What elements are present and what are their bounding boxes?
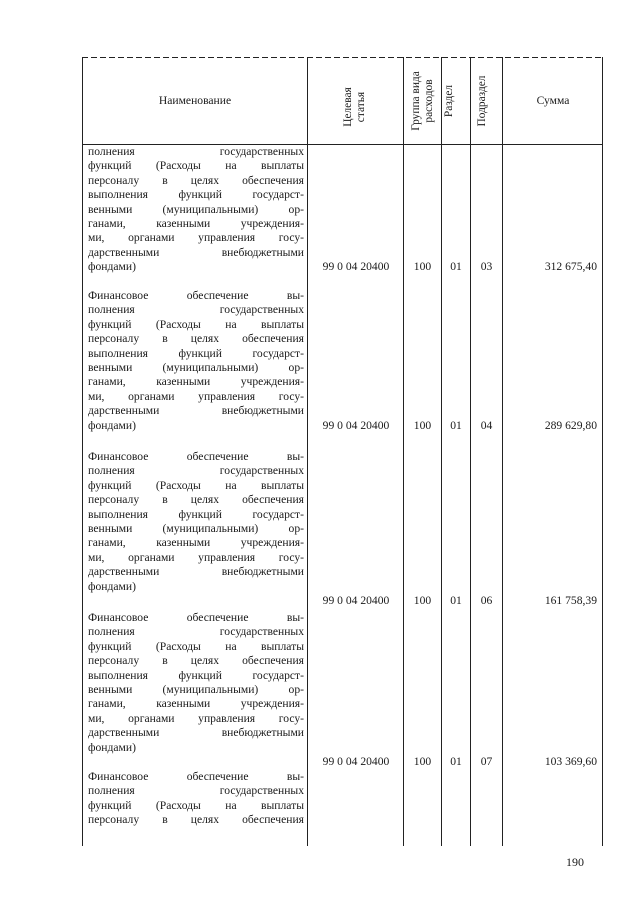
row-group: 100 — [413, 419, 432, 432]
header-group-line1: Группа вида — [410, 71, 422, 131]
row-subsection: 07 — [480, 755, 493, 768]
row-section: 01 — [450, 594, 462, 607]
name-line: дарственными внебюджетными — [88, 245, 304, 259]
row-sum: 289 629,80 — [544, 419, 597, 432]
name-line: полнения государственных — [88, 784, 304, 798]
name-line: Финансовое обеспечение вы- — [88, 450, 304, 463]
header-sum: Сумма — [536, 94, 570, 107]
name-line: ми, органами управления госу- — [88, 389, 304, 403]
header-target-line2: статья — [354, 91, 367, 123]
page-number: 190 — [566, 855, 584, 869]
name-line: дарственными внебюджетными — [88, 404, 304, 418]
row-name — [88, 145, 304, 275]
row-subsection: 06 — [480, 594, 493, 607]
name-line: функций (Расходы на выплаты — [88, 798, 304, 812]
row-section: 01 — [450, 260, 462, 273]
name-line: венными (муниципальными) ор- — [88, 682, 304, 696]
row-section: 01 — [450, 755, 462, 768]
row-subsection: 03 — [480, 260, 493, 273]
name-line: ганами, казенными учреждения- — [88, 375, 304, 389]
name-line: персоналу в целях обеспечения — [88, 813, 304, 827]
name-line: ганами, казенными учреждения- — [88, 697, 304, 711]
name-line: выполнения функций государст- — [88, 668, 304, 682]
name-line: выполнения функций государст- — [88, 346, 304, 360]
name-line: венными (муниципальными) ор- — [88, 521, 304, 535]
name-line: Финансовое обеспечение вы- — [88, 289, 304, 302]
name-line: венными (муниципальными) ор- — [88, 202, 304, 216]
name-line: персоналу в целях обеспечения — [88, 493, 304, 507]
row-name — [88, 289, 304, 433]
row-sum: 312 675,40 — [544, 260, 597, 273]
header-section: Раздел — [443, 84, 455, 118]
row-target: 99 0 04 20400 — [322, 260, 390, 273]
name-line: ганами, казенными учреждения- — [88, 536, 304, 550]
name-line: функций (Расходы на выплаты — [88, 159, 304, 173]
row-sum: 161 758,39 — [544, 594, 597, 607]
row-name — [88, 450, 304, 594]
name-line: фондами) — [88, 740, 136, 754]
row-name — [88, 611, 304, 755]
row-target: 99 0 04 20400 — [322, 755, 390, 768]
row-subsection: 04 — [480, 419, 493, 432]
name-line: функций (Расходы на выплаты — [88, 317, 304, 331]
name-line: фондами) — [88, 418, 136, 432]
name-line: полнения государственных — [88, 464, 304, 478]
name-line: дарственными внебюджетными — [88, 565, 304, 579]
row-target: 99 0 04 20400 — [322, 594, 390, 607]
name-line: выполнения функций государст- — [88, 507, 304, 521]
header-target — [342, 70, 368, 144]
name-line: ми, органами управления госу- — [88, 550, 304, 564]
name-line: дарственными внебюджетными — [88, 726, 304, 740]
name-line: полнения государственных — [88, 145, 304, 158]
name-line: персоналу в целях обеспечения — [88, 332, 304, 346]
header-group — [410, 62, 436, 140]
row-sum: 103 369,60 — [544, 755, 597, 768]
name-line: ми, органами управления госу- — [88, 711, 304, 725]
row-name — [88, 770, 304, 828]
name-line: персоналу в целях обеспечения — [88, 173, 304, 187]
name-line: ми, органами управления госу- — [88, 231, 304, 245]
row-group: 100 — [413, 594, 432, 607]
name-line: полнения государственных — [88, 625, 304, 639]
row-group: 100 — [413, 755, 432, 768]
name-line: полнения государственных — [88, 303, 304, 317]
name-line: персоналу в целях обеспечения — [88, 654, 304, 668]
name-line: венными (муниципальными) ор- — [88, 360, 304, 374]
name-line: Финансовое обеспечение вы- — [88, 770, 304, 783]
name-line: функций (Расходы на выплаты — [88, 478, 304, 492]
name-line: функций (Расходы на выплаты — [88, 639, 304, 653]
header-target-line1: Целевая — [342, 87, 354, 127]
name-line: фондами) — [88, 260, 136, 274]
row-target: 99 0 04 20400 — [322, 419, 390, 432]
row-section: 01 — [450, 419, 462, 432]
name-line: Финансовое обеспечение вы- — [88, 611, 304, 624]
name-line: фондами) — [88, 579, 136, 593]
name-line: ганами, казенными учреждения- — [88, 216, 304, 230]
name-line: выполнения функций государст- — [88, 188, 304, 202]
header-name: Наименование — [158, 94, 232, 107]
header-group-line2: расходов — [422, 79, 435, 123]
row-group: 100 — [413, 260, 432, 273]
header-subsection: Подраздел — [476, 75, 488, 127]
